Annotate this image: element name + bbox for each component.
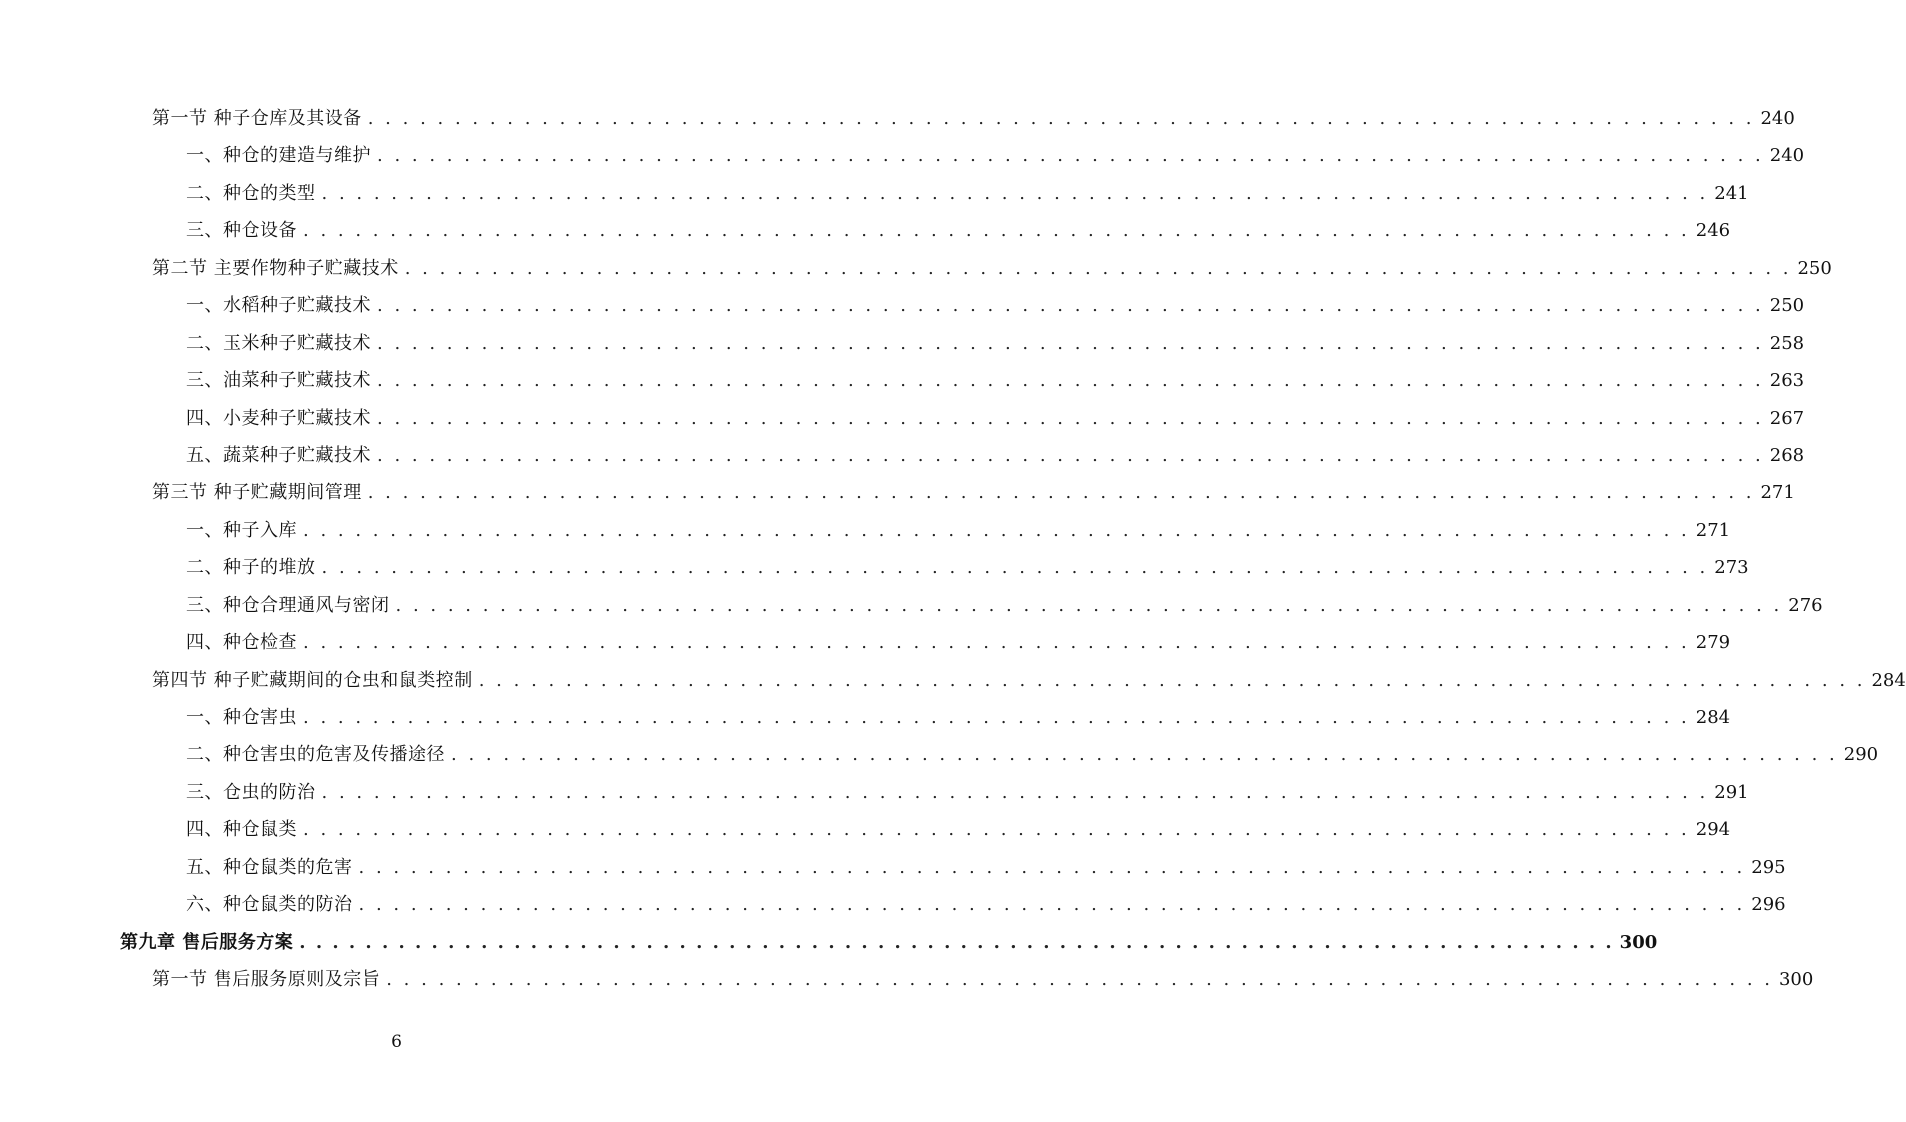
toc-dot-leader: . . . . . . . . . . . . . . . . . . . . . . . . . . . . . . . . . . . . . . . . . . . . . . . . . . . . . . . . . . . . . . . . . . . . . . . . . . . . . . . .: [367, 108, 1755, 129]
toc-entry[interactable]: [0, 250, 1832, 287]
page-number: 6: [391, 1032, 402, 1052]
toc-entry[interactable]: [0, 662, 1906, 699]
toc-entry[interactable]: [0, 474, 1795, 511]
toc-entry[interactable]: [0, 774, 1749, 811]
toc-dot-leader: . . . . . . . . . . . . . . . . . . . . . . . . . . . . . . . . . . . . . . . . . . . . . . . . . . . . . . . . . . . . . . . . . . . . . . . . . . . . . . . .: [367, 482, 1755, 504]
toc-entry-row: [186, 400, 1805, 437]
toc-entry[interactable]: [0, 175, 1749, 212]
toc-entry-page-number: 273: [1714, 557, 1749, 579]
toc-dot-leader: . . . . . . . . . . . . . . . . . . . . . . . . . . . . . . . . . . . . . . . . . . . . . . . . . . . . . . . . . . . . . . . . . . . . . . . . . . . . . . . .: [303, 519, 1690, 541]
toc-dot-leader: . . . . . . . . . . . . . . . . . . . . . . . . . . . . . . . . . . . . . . . . . . . . . . . . . . . . . . . . . . . . . . . . . . . . . . . . . . . . . . . .: [303, 632, 1690, 654]
toc-entry-row: [152, 662, 1906, 699]
toc-dot-leader: . . . . . . . . . . . . . . . . . . . . . . . . . . . . . . . . . . . . . . . . . . . . . . . . . . . . . . . . . . . . . . . . . . . . . . . . . . . . . . . .: [395, 594, 1783, 616]
toc-entry-row: [186, 137, 1805, 174]
toc-entry-page-number: 300: [1619, 931, 1658, 953]
toc-dot-leader: . . . . . . . . . . . . . . . . . . . . . . . . . . . . . . . . . . . . . . . . . . . . . . . . . . . . . . . . . . . . . . . . . . . . . . . . . . . . . . . .: [321, 557, 1709, 579]
toc-entry-row: [186, 886, 1786, 923]
toc-entry-title: 第二节 主要作物种子贮藏技术: [152, 257, 399, 279]
toc-entry[interactable]: [0, 961, 1814, 998]
toc-entry-title: 四、种仓鼠类: [186, 819, 297, 841]
toc-entry-row: [186, 624, 1731, 661]
toc-entry-page-number: 240: [1769, 145, 1805, 167]
toc-dot-leader: . . . . . . . . . . . . . . . . . . . . . . . . . . . . . . . . . . . . . . . . . . . . . . . . . . . . . . . . . . . . . . . . . . . . . . . . . . . . . . . .: [321, 781, 1709, 803]
toc-dot-leader: . . . . . . . . . . . . . . . . . . . . . . . . . . . . . . . . . . . . . . . . . . . . . . . . . . . . . . . . . . . . . . . . . . . . . . . . . . . . . . . .: [358, 856, 1746, 878]
toc-entry-page-number: 250: [1797, 257, 1832, 279]
toc-entry[interactable]: [0, 924, 1658, 961]
toc-entry-title: 五、蔬菜种子贮藏技术: [186, 444, 371, 466]
toc-entry-title: 一、水稻种子贮藏技术: [186, 295, 371, 317]
toc-entry-page-number: 258: [1769, 332, 1805, 354]
toc-entry-page-number: 271: [1760, 482, 1795, 504]
toc-dot-leader: . . . . . . . . . . . . . . . . . . . . . . . . . . . . . . . . . . . . . . . . . . . . . . . . . . . . . . . . . . . . . . . . . . . . . . . . . . . . . . . .: [386, 969, 1773, 991]
toc-entry-title: 四、小麦种子贮藏技术: [186, 407, 371, 429]
toc-entry-page-number: 279: [1695, 632, 1731, 654]
toc-entry-page-number: 294: [1695, 819, 1731, 841]
toc-entry-row: [186, 362, 1805, 399]
toc-entry-page-number: 240: [1760, 108, 1795, 129]
toc-entry[interactable]: [0, 624, 1731, 661]
toc-entry-title: 二、玉米种子贮藏技术: [186, 332, 371, 354]
toc-entry-page-number: 276: [1788, 594, 1823, 616]
toc-entry-row: [186, 175, 1749, 212]
toc-entry-title: 第九章 售后服务方案: [120, 931, 294, 953]
toc-entry[interactable]: [0, 100, 1795, 137]
toc-entry[interactable]: [0, 325, 1805, 362]
toc-entry-row: [186, 736, 1879, 773]
toc-entry-page-number: 295: [1751, 856, 1786, 878]
toc-dot-leader: . . . . . . . . . . . . . . . . . . . . . . . . . . . . . . . . . . . . . . . . . . . . . . . . . . . . . . . . . . . . . . . . . . . . . . . . . . . . . . . .: [299, 931, 1614, 953]
toc-entry-title: 三、种仓设备: [186, 220, 297, 242]
toc-dot-leader: . . . . . . . . . . . . . . . . . . . . . . . . . . . . . . . . . . . . . . . . . . . . . . . . . . . . . . . . . . . . . . . . . . . . . . . . . . . . . . . .: [451, 744, 1838, 766]
table-of-contents: [0, 100, 1906, 999]
toc-entry-title: 第一节 售后服务原则及宗旨: [152, 969, 381, 991]
toc-entry-title: 第四节 种子贮藏期间的仓虫和鼠类控制: [152, 669, 473, 691]
toc-entry-page-number: 300: [1778, 969, 1814, 991]
toc-entry-row: [186, 849, 1786, 886]
toc-entry[interactable]: [0, 886, 1786, 923]
toc-entry-row: [186, 549, 1749, 586]
toc-entry-page-number: 250: [1769, 295, 1805, 317]
toc-entry-row: [152, 250, 1832, 287]
toc-entry[interactable]: [0, 549, 1749, 586]
toc-entry-title: 一、种仓害虫: [186, 707, 297, 728]
toc-entry-row: [186, 287, 1805, 324]
toc-entry[interactable]: [0, 849, 1786, 886]
toc-dot-leader: . . . . . . . . . . . . . . . . . . . . . . . . . . . . . . . . . . . . . . . . . . . . . . . . . . . . . . . . . . . . . . . . . . . . . . . . . . . . . . . .: [303, 819, 1690, 841]
toc-entry-title: 三、仓虫的防治: [186, 781, 316, 803]
toc-entry-row: [186, 811, 1731, 848]
toc-entry-row: [120, 924, 1658, 961]
toc-entry-row: [186, 587, 1823, 624]
toc-dot-leader: . . . . . . . . . . . . . . . . . . . . . . . . . . . . . . . . . . . . . . . . . . . . . . . . . . . . . . . . . . . . . . . . . . . . . . . . . . . . . . . .: [377, 145, 1764, 167]
toc-dot-leader: . . . . . . . . . . . . . . . . . . . . . . . . . . . . . . . . . . . . . . . . . . . . . . . . . . . . . . . . . . . . . . . . . . . . . . . . . . . . . . . .: [377, 295, 1764, 317]
toc-entry-page-number: 291: [1714, 781, 1749, 803]
toc-entry-title: 二、种子的堆放: [186, 557, 316, 579]
toc-entry-page-number: 290: [1843, 744, 1879, 766]
toc-entry-title: 五、种仓鼠类的危害: [186, 856, 353, 878]
toc-entry-page-number: 296: [1751, 894, 1786, 916]
toc-entry-title: 第三节 种子贮藏期间管理: [152, 482, 362, 504]
toc-entry-page-number: 267: [1769, 407, 1805, 429]
toc-dot-leader: . . . . . . . . . . . . . . . . . . . . . . . . . . . . . . . . . . . . . . . . . . . . . . . . . . . . . . . . . . . . . . . . . . . . . . . . . . . . . . . .: [404, 257, 1792, 279]
toc-entry[interactable]: [0, 587, 1823, 624]
toc-dot-leader: . . . . . . . . . . . . . . . . . . . . . . . . . . . . . . . . . . . . . . . . . . . . . . . . . . . . . . . . . . . . . . . . . . . . . . . . . . . . . . . .: [303, 220, 1690, 242]
toc-entry-row: [186, 325, 1805, 362]
toc-entry[interactable]: [0, 811, 1731, 848]
toc-entry-page-number: 241: [1714, 182, 1749, 204]
toc-entry[interactable]: [0, 736, 1879, 773]
toc-entry-row: [186, 512, 1731, 549]
toc-entry-title: 三、油菜种子贮藏技术: [186, 370, 371, 392]
toc-dot-leader: . . . . . . . . . . . . . . . . . . . . . . . . . . . . . . . . . . . . . . . . . . . . . . . . . . . . . . . . . . . . . . . . . . . . . . . . . . . . . . . .: [321, 182, 1709, 204]
toc-entry-page-number: 263: [1769, 370, 1805, 392]
toc-entry-page-number: 284: [1695, 707, 1731, 728]
toc-entry-row: [186, 212, 1731, 249]
toc-entry-row: [152, 474, 1795, 511]
toc-entry[interactable]: [0, 287, 1805, 324]
toc-entry-title: 第一节 种子仓库及其设备: [152, 108, 362, 129]
toc-entry-title: 四、种仓检查: [186, 632, 297, 654]
toc-entry-row: [186, 699, 1731, 736]
toc-dot-leader: . . . . . . . . . . . . . . . . . . . . . . . . . . . . . . . . . . . . . . . . . . . . . . . . . . . . . . . . . . . . . . . . . . . . . . . . . . . . . . . .: [358, 894, 1746, 916]
toc-entry-title: 一、种仓的建造与维护: [186, 145, 371, 167]
toc-entry-row: [186, 437, 1805, 474]
toc-entry-page-number: 271: [1695, 519, 1731, 541]
toc-entry-page-number: 246: [1695, 220, 1731, 242]
toc-entry[interactable]: [0, 512, 1731, 549]
toc-entry-title: 二、种仓害虫的危害及传播途径: [186, 744, 445, 766]
toc-entry[interactable]: [0, 137, 1805, 174]
toc-entry[interactable]: [0, 212, 1731, 249]
toc-entry[interactable]: [0, 362, 1805, 399]
toc-entry[interactable]: [0, 400, 1805, 437]
toc-entry-page-number: 284: [1871, 669, 1906, 691]
toc-dot-leader: . . . . . . . . . . . . . . . . . . . . . . . . . . . . . . . . . . . . . . . . . . . . . . . . . . . . . . . . . . . . . . . . . . . . . . . . . . . . . . . .: [377, 407, 1764, 429]
toc-entry-title: 二、种仓的类型: [186, 182, 316, 204]
toc-entry-row: [152, 100, 1795, 137]
toc-dot-leader: . . . . . . . . . . . . . . . . . . . . . . . . . . . . . . . . . . . . . . . . . . . . . . . . . . . . . . . . . . . . . . . . . . . . . . . . . . . . . . . .: [303, 707, 1690, 728]
toc-entry[interactable]: [0, 437, 1805, 474]
toc-dot-leader: . . . . . . . . . . . . . . . . . . . . . . . . . . . . . . . . . . . . . . . . . . . . . . . . . . . . . . . . . . . . . . . . . . . . . . . . . . . . . . . .: [377, 444, 1764, 466]
toc-dot-leader: . . . . . . . . . . . . . . . . . . . . . . . . . . . . . . . . . . . . . . . . . . . . . . . . . . . . . . . . . . . . . . . . . . . . . . . . . . . . . . . .: [377, 332, 1764, 354]
toc-entry-title: 六、种仓鼠类的防治: [186, 894, 353, 916]
toc-dot-leader: . . . . . . . . . . . . . . . . . . . . . . . . . . . . . . . . . . . . . . . . . . . . . . . . . . . . . . . . . . . . . . . . . . . . . . . . . . . . . . . .: [478, 669, 1866, 691]
toc-entry-row: [152, 961, 1814, 998]
toc-entry-page-number: 268: [1769, 444, 1805, 466]
toc-entry-title: 三、种仓合理通风与密闭: [186, 594, 390, 616]
toc-entry-title: 一、种子入库: [186, 519, 297, 541]
toc-entry[interactable]: [0, 699, 1731, 736]
toc-entry-row: [186, 774, 1749, 811]
toc-dot-leader: . . . . . . . . . . . . . . . . . . . . . . . . . . . . . . . . . . . . . . . . . . . . . . . . . . . . . . . . . . . . . . . . . . . . . . . . . . . . . . . .: [377, 370, 1764, 392]
